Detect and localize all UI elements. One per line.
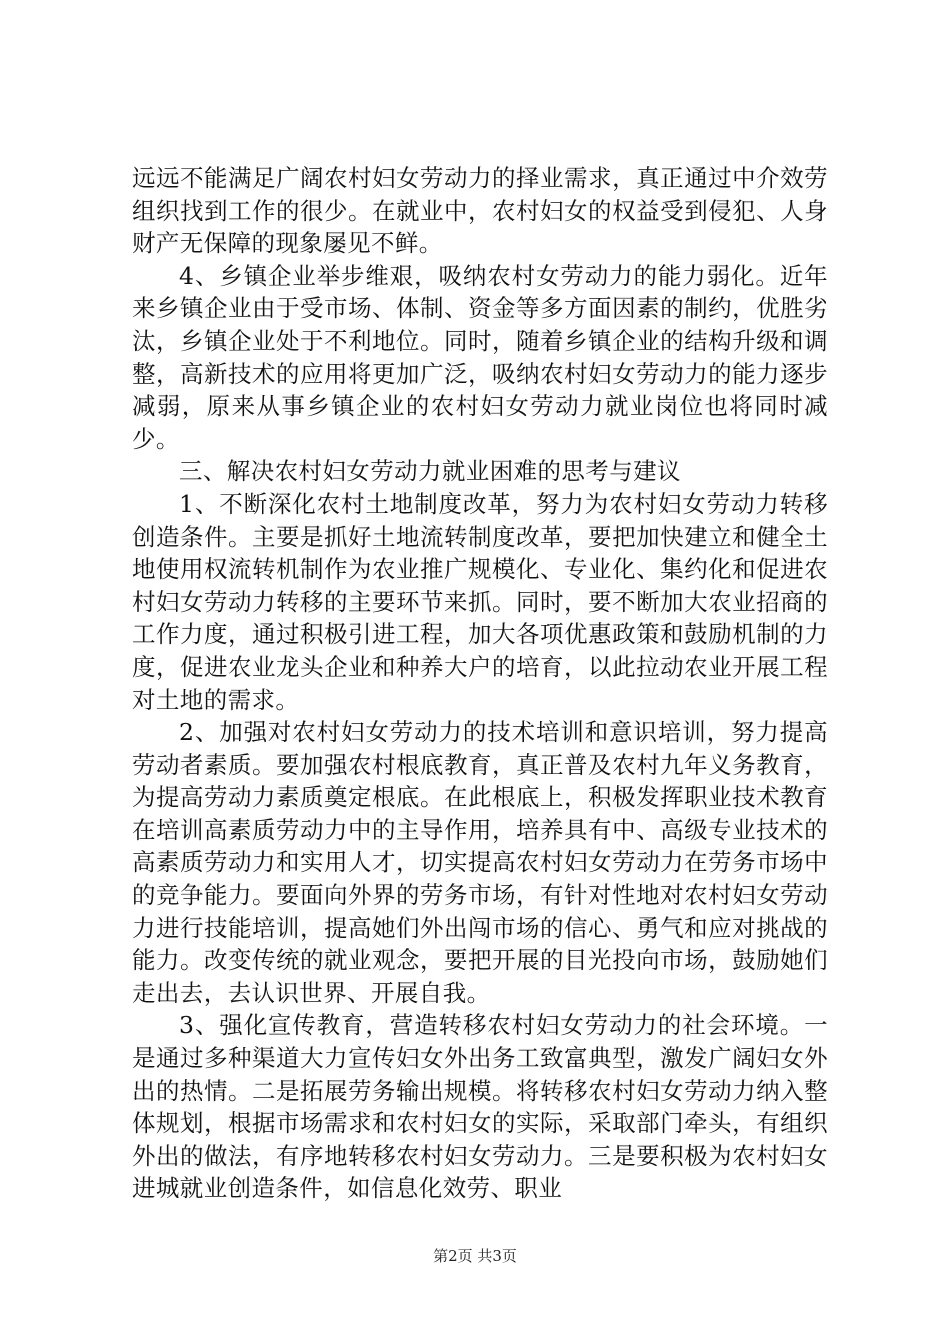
- paragraph-item-2: 2、加强对农村妇女劳动力的技术培训和意识培训，努力提高劳动者素质。要加强农村根底教育，真正普及农村九年义务教育，为提高劳动力素质奠定根底。在此根底上，积极发挥职业技术教育在培训高素质劳动力中的主导作用，培养具有中、高级专业技术的高素质劳动力和实用人才，切实提高农村妇女劳动力在劳务市场中的竞争能力。要面向外界的劳务市场，有针对性地对农村妇女劳动力进行技能培训，提高她们外出闯市场的信心、勇气和应对挑战的能力。改变传统的就业观念，要把开展的目光投向市场，鼓励她们走出去，去认识世界、开展自我。: [132, 718, 828, 1007]
- paragraph-item-4: 4、乡镇企业举步维艰，吸纳农村女劳动力的能力弱化。近年来乡镇企业由于受市场、体制、资金等多方面因素的制约，优胜劣汰，乡镇企业处于不利地位。同时，随着乡镇企业的结构升级和调整，高新技术的应用将更加广泛，吸纳农村妇女劳动力的能力逐步减弱，原来从事乡镇企业的农村妇女劳动力就业岗位也将同时减少。: [132, 261, 828, 453]
- document-body: [132, 162, 828, 1205]
- paragraph-item-1: 1、不断深化农村土地制度改革，努力为农村妇女劳动力转移创造条件。主要是抓好土地流转制度改革，要把加快建立和健全土地使用权流转机制作为农业推广规模化、专业化、集约化和促进农村妇女劳动力转移的主要环节来抓。同时，要不断加大农业招商的工作力度，通过积极引进工程，加大各项优惠政策和鼓励机制的力度，促进农业龙头企业和种养大户的培育，以此拉动农业开展工程对土地的需求。: [132, 489, 828, 714]
- section-heading-3: 三、解决农村妇女劳动力就业困难的思考与建议: [179, 457, 681, 486]
- paragraph-continuation: 远远不能满足广阔农村妇女劳动力的择业需求，真正通过中介效劳组织找到工作的很少。在就业中，农村妇女的权益受到侵犯、人身财产无保障的现象屡见不鲜。: [132, 164, 828, 258]
- page-footer: 第2页 共3页: [433, 1247, 517, 1265]
- paragraph-item-3: 3、强化宣传教育，营造转移农村妇女劳动力的社会环境。一是通过多种渠道大力宣传妇女外出务工致富典型，激发广阔妇女外出的热情。二是拓展劳务输出规模。将转移农村妇女劳动力纳入整体规划，根据市场需求和农村妇女的实际，采取部门牵头，有组织外出的做法，有序地转移农村妇女劳动力。三是要积极为农村妇女进城就业创造条件，如信息化效劳、职业: [132, 1011, 828, 1203]
